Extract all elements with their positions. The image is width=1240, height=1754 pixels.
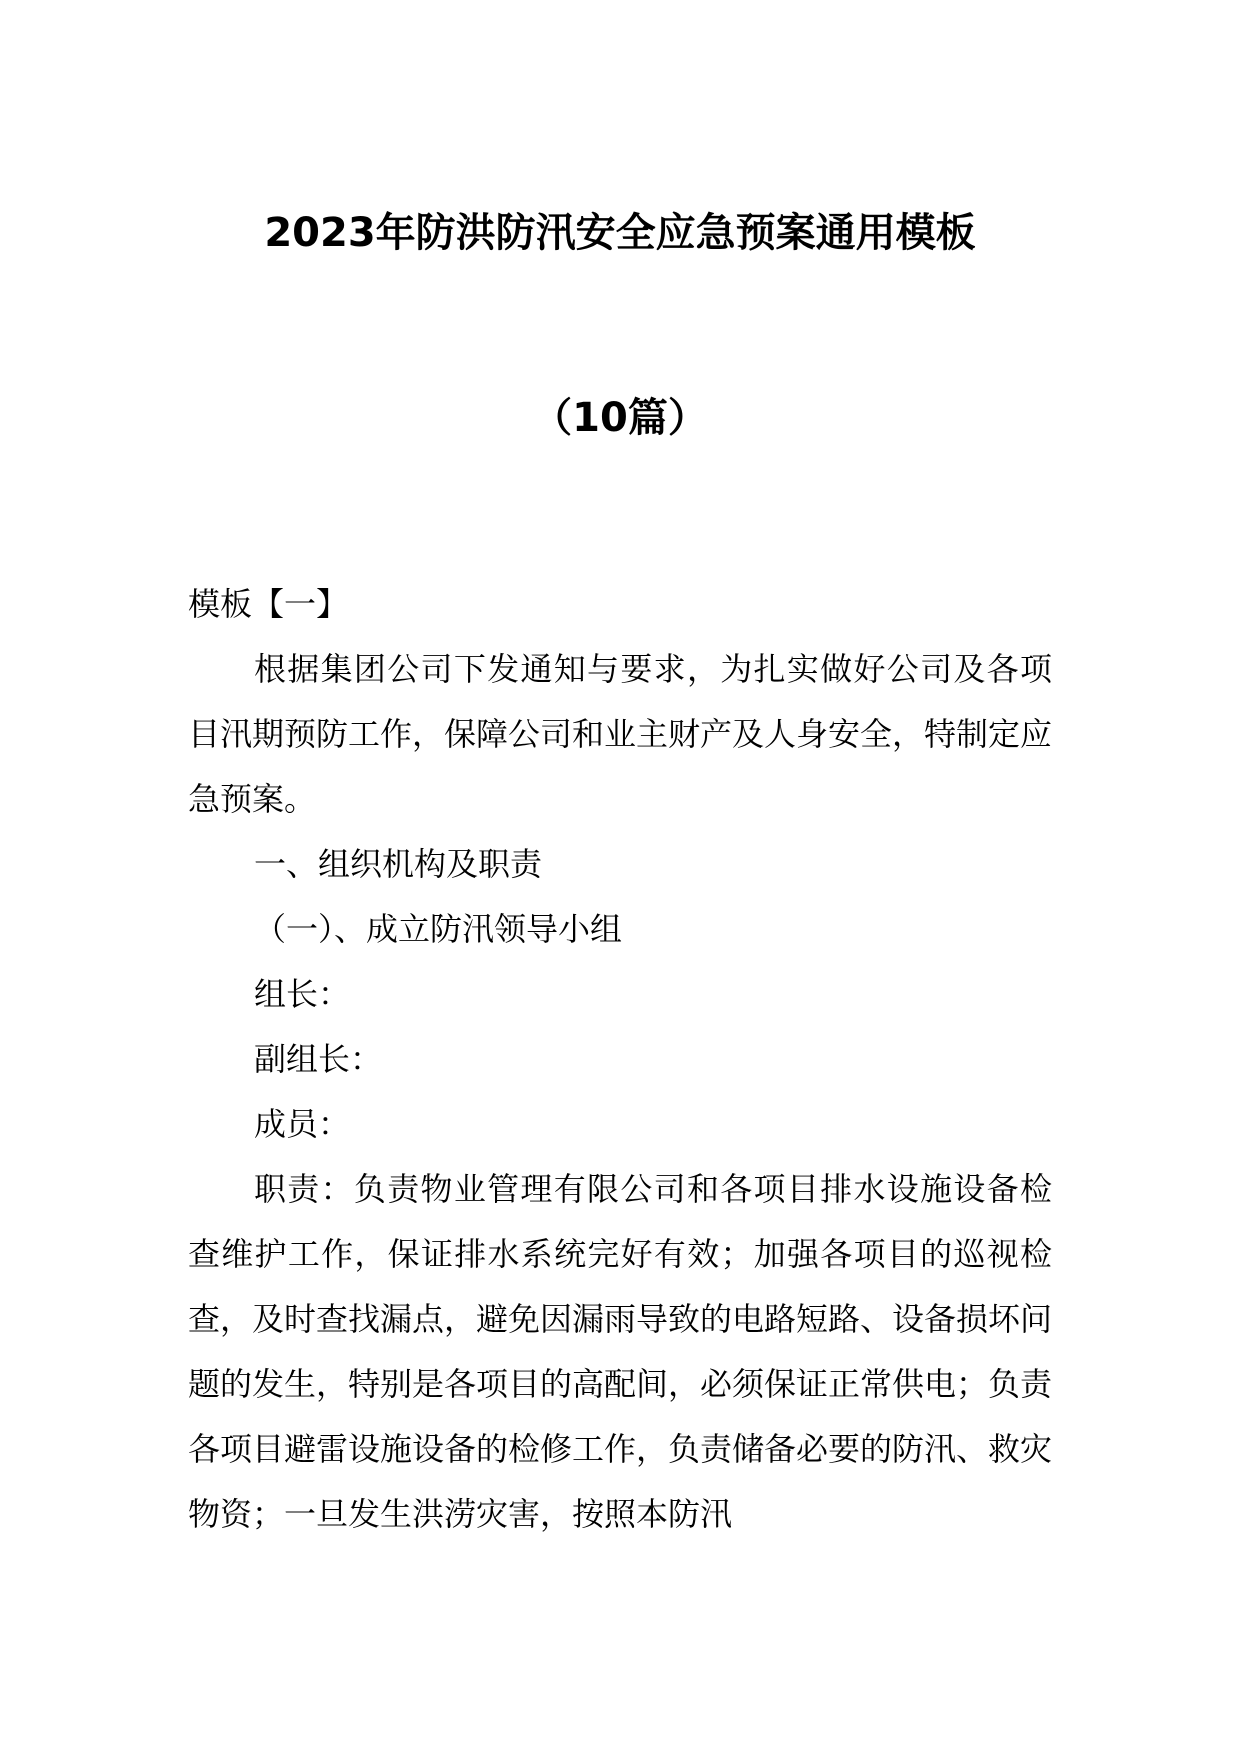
document-subtitle: （10篇）	[532, 395, 708, 441]
field-team-leader: 组长：	[254, 975, 351, 1013]
section-heading-organization: 一、组织机构及职责	[254, 845, 543, 883]
field-deputy-leader: 副组长：	[254, 1040, 383, 1078]
section-heading-template-one: 模板【一】	[188, 585, 349, 623]
field-members: 成员：	[254, 1105, 351, 1143]
subsection-heading-leadership-group: （一）、成立防汛领导小组	[254, 910, 623, 948]
document-title: 2023年防洪防汛安全应急预案通用模板	[264, 210, 976, 256]
paragraph-responsibilities: 职责：负责物业管理有限公司和各项目排水设施设备检查维护工作，保证排水系统完好有效；加强各项目的巡视检查，及时查找漏点，避免因漏雨导致的电路短路、设备损坏问题的发生，特别是各项目的高配间，必须保证正常供电；负责各项目避雷设施设备的检修工作，负责储备必要的防汛、救灾物资；一旦发生洪涝灾害，按照本防汛	[188, 1170, 1053, 1533]
paragraph-intro: 根据集团公司下发通知与要求，为扎实做好公司及各项目汛期预防工作，保障公司和业主财产及人身安全，特制定应急预案。	[188, 650, 1053, 818]
document-body	[188, 572, 1052, 1547]
